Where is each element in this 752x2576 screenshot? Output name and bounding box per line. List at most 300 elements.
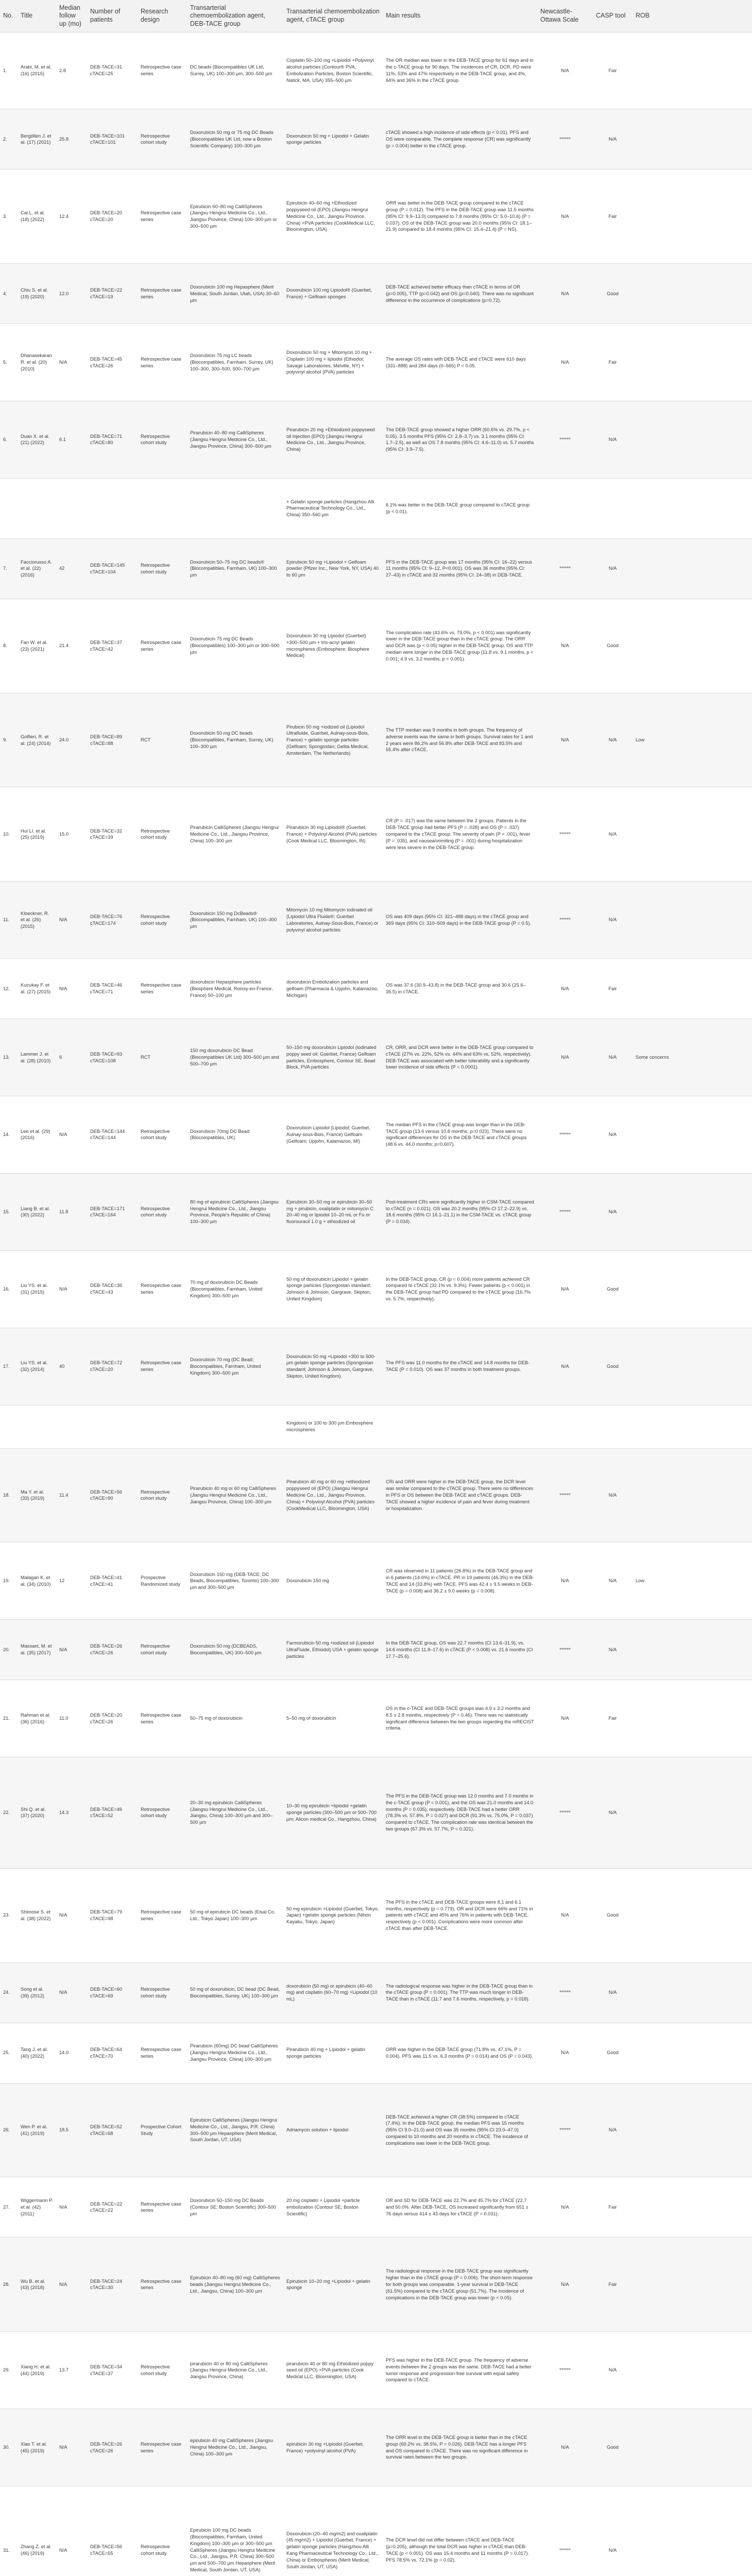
cell-follow-up: N/A: [59, 917, 67, 923]
cell-nos: ******: [559, 2127, 571, 2133]
cell-design: Retrospective cohort study: [141, 433, 170, 446]
cell-deb-tace: Doxorubicin 50 mg (DCBEADS, Biocompatibles, UK) 300–500 µm: [190, 1643, 262, 1656]
table-row: [0, 2083, 752, 2177]
cell-patients: DEB-TACE=36 cTACE=43: [90, 1283, 123, 1295]
cell-deb-tace: Doxorubicin 50–150 mg DC Beads (Contour SE; Boston Scientific) 300–500 µm: [190, 2198, 276, 2216]
cell-rob: [633, 1680, 752, 1757]
cell-rob: [633, 1757, 752, 1869]
cell-nos: ******: [559, 1810, 571, 1816]
header-design: Research design: [138, 0, 187, 32]
cell-patients: DEB-TACE=31 cTACE=25: [90, 64, 123, 76]
cell-title: Wen P. et al. (41) (2019): [21, 2124, 47, 2136]
cell-rob: [633, 1405, 752, 1448]
cell-casp: N/A: [608, 1578, 617, 1584]
cell-casp: Fair: [608, 1716, 617, 1721]
cell-nos: ******: [559, 2547, 571, 2553]
cell-design: Retrospective case series: [141, 2278, 182, 2291]
header-row: [0, 0, 752, 32]
cell-results: The PFS in the DEB-TACE group was 12.0 months and 7.0 months in the c-TACE group (P = 0.001), and the OS was 21.0 months and 14.0 months (P = 0.035), respectively. DEB-TACE had a better ORR (78.3% vs. 57.8%, P = 0.027) and DCR (91.3% vs. 75.0%, P = 0.037) compared to cTACE. The complication rate was identical between the two groups (67.3% vs. 57.7%, P = 0.321).: [386, 1793, 534, 1832]
cell-ctace: 10–30 mg epirubicin +lipiodol +gelatin sponge particles (300–500 µm or 500–700 µm; Alicon medical Co., Hangzhou, China): [286, 1803, 377, 1822]
cell-no: 22.: [3, 1810, 10, 1816]
cell-casp: N/A: [608, 737, 617, 743]
cell-patients: DEB-TACE=41 cTACE=41: [90, 1575, 123, 1587]
cell-design: Retrospective case series: [141, 982, 182, 995]
cell-rob: [633, 2332, 752, 2409]
table-row: [0, 1405, 752, 1448]
cell-no: 30.: [3, 2445, 10, 2450]
cell-follow-up: 2.8: [59, 67, 66, 73]
table-row: [0, 959, 752, 1019]
table-row: [0, 2332, 752, 2409]
cell-design: Retrospective cohort study: [141, 133, 170, 145]
cell-ctace: Mitomycin 10 mg Mitomycin iodinated oil (Lipiodol Ultra Fluide®; Guerbet Laboratories, Aulnay-Sous-Bois, France) or polyvinyl alcohol particles: [286, 907, 379, 933]
cell-results: PFS in the DEB-TACE group was 17 months (95% CI: 16–22) versus 11 months (95% CI: 9–12, P<0.001). OS was 36 months (95% CI: 27–43) in cTACE and 32 months (95% CI: 24–38) in DEB-TACE.: [386, 559, 533, 578]
cell-design: Retrospective cohort study: [141, 1806, 170, 1819]
cell-nos: ******: [559, 1990, 571, 1995]
cell-title: Kloeckner, R. et al. (26) (2015): [21, 910, 49, 929]
cell-results: DEB-TACE achieved better efficacy than cTACE in terms of OR (p=0.005), TTP (p=0.042) and OS (p=0.040). There was no significant difference in the occurrence of complications (p=0.72).: [386, 284, 534, 303]
cell-design: [138, 1405, 187, 1448]
cell-no: 2.: [3, 136, 7, 142]
cell-follow-up: 14.3: [59, 1810, 69, 1816]
cell-patients: DEB-TACE=144 cTACE=144: [90, 1128, 125, 1141]
cell-design: Retrospective case series: [141, 1360, 182, 1372]
cell-title: [18, 1405, 56, 1448]
cell-title: Fan W. et al. (23) (2021): [21, 639, 48, 652]
cell-nos: [537, 478, 593, 538]
cell-results: The average OS rates with DEB-TACE and cTACE were 610 days (331–888) and 284 days (0–565) P < 0.05.: [386, 356, 526, 368]
cell-casp: N/A: [608, 1132, 617, 1138]
cell-deb-tace: Epirubicin CalliSpheres (Jiangsu Hengrui Medicine Co., Ltd., Jiangsu, P.R. China) 300–500 µm Hepasphere (Merit Medical, South Jordan, UT, USA): [190, 2117, 277, 2143]
cell-title: Liang B. et al. (30) (2022): [21, 1206, 50, 1218]
cell-design: Retrospective cohort study: [141, 1489, 170, 1501]
cell-patients: DEB-TACE=34 cTACE=37: [90, 2364, 123, 2376]
cell-patients: DEB-TACE=60 cTACE=69: [90, 1986, 123, 1998]
cell-ctace: Doxorubicin (20–40 mg/m2) and oxaliplatin (45 mg/m2) + Lipiodol (Guerbet, France) + gelatin sponge particles (Hangzhou Alli Kang Pharmaceutical Technology Co., Ltd., China) or Embospheres (Merit Medical, South Jordan, UT, USA): [286, 2531, 379, 2569]
cell-patients: DEB-TACE=52 cTACE=68: [90, 2124, 123, 2136]
header-no: No.: [0, 0, 18, 32]
cell-results: OS in the c-TACE and DEB-TACE groups was 4.9 ± 3.2 months and 8.5 ± 2.8 months, respectively (P = 0.46). There was no statistically significant difference between the two groups regarding the mRECIST criteria.: [386, 1706, 534, 1731]
cell-ctace: Adriamycin solution + lipiodol: [286, 2127, 349, 2133]
cell-casp: N/A: [608, 1209, 617, 1214]
cell-no: 23.: [3, 1912, 10, 1918]
cell-ctace: Pirubicin 50 mg +iodized oil (Lipiodol Ultrafluide, Guerbet, Aulnay-sous-Bois, France) + gelatin sponge particles (Gelfoam; Spongostan; Gelita Medical, Amsterdam, The Netherlands): [286, 724, 369, 756]
cell-title: Lee et al. (29) (2016): [21, 1128, 50, 1141]
cell-no: 27.: [3, 2205, 10, 2210]
cell-design: Retrospective cohort study: [141, 562, 170, 574]
cell-rob: [633, 2409, 752, 2486]
table-row: [0, 170, 752, 264]
cell-casp: Fair: [608, 360, 617, 365]
cell-ctace: + Gelatin sponge particles (Hangzhou Alli Pharmaceutical Technology Co., Ltd., China) 350–560 µm: [286, 499, 374, 518]
cell-deb-tace: Pirarubicin 40 mg or 60 mg CalliSpheres (Jiangsu Hengrui Medicine Co., Ltd., Jiangsu Province, China) 100–300 µm: [190, 1486, 276, 1504]
cell-results: The PFS in the cTACE and DEB-TACE groups were 8.1 and 6.1 months, respectively (p = 0.779). OR and DCR were 66% and 71% in patients with cTACE and 45% and 76% in patients with DEB-TACE, respectively (p < 0.001). Complications were more common after cTACE than after DEB-TACE.: [386, 1899, 533, 1931]
cell-rob: [633, 2486, 752, 2576]
cell-follow-up: 25.8: [59, 136, 69, 142]
cell-follow-up: 11.0: [59, 1716, 69, 1721]
table-row: [0, 1868, 752, 1962]
cell-patients: DEB-TACE=56 cTACE=90: [90, 1489, 123, 1501]
cell-results: The complication rate (43.6% vs. 79.0%, p < 0.001) was significantly lower in the DEB-TACE group than in the cTACE group. The ORR and DCR was (p < 0.05) higher in the DEB-TACE group. OS and TTP median were longer in the DEB-TACE group (11.8 vs. 9.1 months, p < 0.001; 4.9 vs. 3.2 months, p < 0.001).: [386, 630, 534, 662]
cell-casp: [593, 1405, 633, 1448]
cell-rob: [633, 2083, 752, 2177]
table-header: [0, 0, 752, 32]
cell-rob: [633, 109, 752, 170]
cell-nos: ******: [559, 831, 571, 837]
cell-title: Bergöllen J. et al. (17) (2021): [21, 133, 52, 145]
cell-nos: N/A: [561, 2050, 569, 2056]
cell-casp: N/A: [608, 917, 617, 923]
cell-deb-tace: Pirarubicin 40–80 mg CalliSpheres (Jiangsu Hengrui Medicine Co., Ltd., Jiangsu Province, China) 300–500 µm: [190, 430, 271, 449]
cell-patients: DEB-TACE=79 cTACE=98: [90, 1909, 123, 1921]
cell-design: Retrospective cohort study: [141, 913, 170, 926]
cell-rob: [633, 1096, 752, 1174]
cell-casp: [593, 478, 633, 538]
cell-follow-up: N/A: [59, 1132, 67, 1138]
cell-follow-up: N/A: [59, 2547, 67, 2553]
cell-ctace: Doxorubicin Lipiodol (Lipiodol; Guerbet, Aulnay-sous-Bois, France) Gelfoam (Gelfoam; Upjohn, Kalamazoo, MI): [286, 1125, 370, 1144]
cell-rob: [633, 478, 752, 538]
cell-title: Massani, M. et al. (35) (2017): [21, 1643, 52, 1656]
cell-follow-up: 13.7: [59, 2367, 69, 2373]
cell-results: ORR was higher in the DEB-TACE group (71.8% vs. 47.1%, P = 0.004). PFS was 11.5 vs. 6.3 months (P = 0.014) and OS (P = 0.043).: [386, 2046, 533, 2059]
cell-title: Hui LI. et al. (25) (2019): [21, 828, 46, 840]
table-row: [0, 1019, 752, 1096]
cell-rob: [633, 787, 752, 882]
cell-casp: N/A: [608, 1990, 617, 1995]
cell-no: [0, 478, 18, 538]
cell-follow-up: 6: [59, 1055, 62, 1060]
cell-follow-up: 12.4: [59, 213, 69, 219]
cell-rob: [633, 959, 752, 1019]
cell-title: Song et al. (39) (2012): [21, 1986, 44, 1998]
cell-design: [138, 478, 187, 538]
cell-design: Retrospective cohort study: [141, 1206, 170, 1218]
cell-design: Prospective Randomized study: [141, 1575, 180, 1587]
cell-casp: N/A: [608, 1055, 617, 1060]
cell-patients: [87, 1405, 138, 1448]
cell-title: Zhang Z. et al. (46) (2019): [21, 2544, 52, 2556]
cell-rob: [633, 2177, 752, 2238]
cell-results: The radiological response was higher in the DEB-TACE group than in the cTACE group (P = 0.001). The TTP was much longer in DEB-TACE than in cTACE (11.7 and 7.6 months, respectively, p = 0.018).: [386, 1983, 533, 2002]
cell-title: Xiang H. et al. (44) (2019): [21, 2364, 51, 2376]
table-row: [0, 1328, 752, 1405]
cell-design: Retrospective cohort study: [141, 2544, 170, 2556]
cell-deb-tace: Doxorubicin 150 mg (DEB-TACE; DC Beads, Biocompatibles, Toronto) 100–300 µm and 300–500 µm: [190, 1571, 279, 1590]
table-row: [0, 2023, 752, 2083]
cell-patients: DEB-TACE=26 cTACE=26: [90, 1643, 123, 1656]
header-results: Main results: [383, 0, 537, 32]
cell-ctace: Epirubicin 50 mg +Lipiodol + Gelfoam powder (Pfizer Inc., New York, NY, USA) 40 to 60 µm: [286, 559, 379, 578]
cell-results: cTACE showed a high incidence of side effects (p < 0.01). PFS and OS were comparable. The complete response (CR) was significantly (p = 0.004) better in the cTACE group.: [386, 130, 531, 148]
cell-follow-up: 11.8: [59, 1209, 69, 1214]
cell-casp: N/A: [608, 437, 617, 443]
cell-casp: Fair: [608, 67, 617, 73]
cell-nos: N/A: [561, 2445, 569, 2450]
cell-patients: DEB-TACE=101 cTACE=101: [90, 133, 125, 145]
cell-patients: DEB-TACE=32 cTACE=39: [90, 828, 123, 840]
cell-design: Retrospective cohort study: [141, 1643, 170, 1656]
cell-nos: [537, 1405, 593, 1448]
cell-nos: ******: [559, 136, 571, 142]
cell-patients: DEB-TACE=64 cTACE=70: [90, 2046, 123, 2059]
cell-results: CRi and ORR were higher in the DEB-TACE group, the DCR level was similar compared to the cTACE group. There were no differences in PFS or OS between the DEB-TACE and cTACE groups. DEB-TACE showed a higher incidence of pain and fever during treatment or hospitalization.: [386, 1479, 534, 1511]
cell-design: Retrospective case series: [141, 64, 182, 76]
cell-patients: DEB-TACE=71 cTACE=80: [90, 433, 123, 446]
cell-design: Retrospective case series: [141, 2046, 182, 2059]
cell-nos: N/A: [561, 1716, 569, 1721]
cell-no: 29.: [3, 2367, 10, 2373]
cell-nos: N/A: [561, 2205, 569, 2210]
cell-design: Retrospective case series: [141, 2441, 182, 2453]
cell-nos: ******: [559, 1493, 571, 1498]
cell-ctace: Pirarubicin 40 mg or 60 mg +ethiodized poppyseed oil (EPO) (Jiangsu Hengrui Medicine Co., Ltd., Jiangsu Province, China) + Polyvinyl Alcohol (PVA) particles (CookMedical LLC, Bloomington, USA): [286, 1479, 375, 1511]
table-row: [0, 401, 752, 478]
cell-results: The PFS was 11.0 months for the cTACE and 14.8 months for DEB-TACE (P = 0.010). OS was 37 months in both treatment groups.: [386, 1360, 530, 1372]
cell-ctace: Pirarubicin 30 mg Lipiodol® (Guerbet, France) + Polyvinyl Alcohol (PVA) particles (Cook Medical LLC, Bloomington, IN): [286, 825, 377, 843]
cell-patients: DEB-TACE=93 cTACE=108: [90, 1051, 123, 1063]
cell-rob: [633, 599, 752, 693]
cell-title: Shimose S. et al. (38) (2022): [21, 1909, 51, 1921]
cell-follow-up: N/A: [59, 360, 67, 365]
cell-nos: N/A: [561, 737, 569, 743]
cell-results: OR and SD for DEB-TACE was 22.7% and 45.7% for cTACE (22.7 and 50.0%. After DEB-TACE, OS increased significantly from 651 ± 76 days versus 414 ± 43 days for cTACE (P = 0.031).: [386, 2198, 528, 2216]
cell-deb-tace: Doxorubicin 150 mg DcBeads® (Biocompatibles, Farnham, UK) 100–300 µm: [190, 910, 277, 929]
cell-title: Lammer J. et al. (28) (2010): [21, 1051, 51, 1063]
table-row: [0, 2177, 752, 2238]
table-row: [0, 882, 752, 959]
cell-nos: N/A: [561, 360, 569, 365]
header-nos: Newcastle-Ottawa Scale: [537, 0, 593, 32]
cell-casp: Good: [607, 1912, 619, 1918]
cell-follow-up: N/A: [59, 2281, 67, 2287]
cell-design: Retrospective case series: [141, 639, 182, 652]
cell-nos: N/A: [561, 213, 569, 219]
cell-title: Chiu S. et al. (19) (2020): [21, 287, 48, 300]
cell-follow-up: N/A: [59, 2445, 67, 2450]
cell-results: DEB-TACE achieved a higher CR (38.5%) compared to cTACE (7.4%). In the DEB-TACE group, the median PFS was 15 months (95% CI 9.0–21.0) and OS was 35 months (95% CI 23.0–47.0) compared to 10 months and 20 months in cTACE. The incidence of complications was lower in the DEB-TACE group.: [386, 2114, 528, 2146]
cell-follow-up: N/A: [59, 1990, 67, 1995]
table-row: [0, 2238, 752, 2332]
cell-ctace: Doxorubicin 50 mg +Lipiodol +300 to 500-µm gelatin sponge particles (Spongostan standard; Johnson & Johnson, Gargrave, Skipton, United Kingdom): [286, 1353, 375, 1379]
cell-deb-tace: [187, 478, 283, 538]
cell-rob: [633, 1448, 752, 1543]
cell-title: [18, 478, 56, 538]
cell-no: 9.: [3, 737, 7, 743]
cell-no: 5.: [3, 360, 7, 365]
cell-casp: Good: [607, 1286, 619, 1292]
cell-casp: N/A: [608, 2367, 617, 2373]
cell-design: Retrospective case series: [141, 2201, 182, 2213]
table-row: [0, 264, 752, 324]
cell-rob: Some concerns: [636, 1055, 669, 1060]
cell-design: Retrospective case series: [141, 1712, 182, 1724]
table-row: [0, 1757, 752, 1869]
cell-deb-tace: 50 mg of doxorubicin, DC bead (DC Bead, Biocompatibles, Surrey, UK) 100–300 µm: [190, 1986, 280, 1998]
table-row: [0, 109, 752, 170]
cell-casp: Good: [607, 2445, 619, 2450]
cell-rob: [633, 264, 752, 324]
cell-title: Liu YS. et al. (32) (2014): [21, 1360, 48, 1372]
cell-title: Wu B. et al. (43) (2018): [21, 2278, 45, 2291]
cell-ctace: Cisplatin 50–100 mg +Lipiodol +Polyvinyl alcohol particles (Contour® PVA, Embolization Particles, Boston Scientific, Natick, MA, USA) 355–500 µm: [286, 58, 374, 83]
cell-title: Liu YS. et al. (31) (2015): [21, 1283, 48, 1295]
cell-nos: N/A: [561, 1286, 569, 1292]
cell-rob: [633, 324, 752, 401]
cell-casp: Good: [607, 291, 619, 296]
cell-deb-tace: 20–30 mg epirubicin CalliSpheres (Jiangsu Hengrui Medicine Co., Ltd., Jiangsu, China) 100–300 µm and 300–500 µm: [190, 1800, 273, 1825]
cell-title: Kucukay F. et al. (27) (2015): [21, 982, 51, 995]
cell-follow-up: 18.5: [59, 2127, 69, 2133]
cell-patients: DEB-TACE=20 cTACE=20: [90, 210, 123, 223]
cell-nos: N/A: [561, 1055, 569, 1060]
cell-results: PFS was higher in the DEB-TACE group. The frequency of adverse events between the 2 groups was the same. DEB-TACE had a better tumor response and progression-free survival with equal safety compared to cTACE.: [386, 2358, 532, 2383]
cell-no: 24.: [3, 1990, 10, 1995]
cell-follow-up: 11.4: [59, 1493, 69, 1498]
cell-deb-tace: Doxorubicin 70mg DC Bead (Biocompatibles, UK): [190, 1128, 250, 1141]
cell-no: 20.: [3, 1647, 10, 1652]
cell-no: 12.: [3, 986, 10, 991]
table-row: [0, 324, 752, 401]
cell-casp: Fair: [608, 213, 617, 219]
cell-patients: [87, 478, 138, 538]
cell-results: OS was 37.6 (30.9–43.8) in the DEB-TACE group and 30.6 (25.6–35.5) in cTACE.: [386, 982, 526, 995]
cell-deb-tace: Doxorubicin 50 mg DC beads (Biocompatibles, Farnham, Surrey, UK) 100–300 µm: [190, 731, 274, 749]
cell-ctace: doxorubicin (50 mg) or epirubicin (40–60 mg) and cisplatin (60–70 mg) +Lipiodol (10 mL): [286, 1983, 378, 2002]
cell-rob: [633, 1250, 752, 1328]
table-row: [0, 787, 752, 882]
cell-title: Duan X. et al. (21) (2022): [21, 433, 50, 446]
cell-ctace: Epirubicin 10–20 mg +Lipiodol + gelatin sponge: [286, 2278, 370, 2291]
cell-rob: [633, 1868, 752, 1962]
table-row: [0, 2486, 752, 2576]
cell-follow-up: 15.0: [59, 831, 69, 837]
cell-nos: ******: [559, 917, 571, 923]
cell-results: The DCR level did not differ between cTACE and DEB-TACE (p=0.205), although the total DCR was higher in cTACE than DEB-TACE (p < 0.001). OS was 15.4 months and 11 months (P = 0.017). PFS 78.5% vs. 72.1% (p = 0.02).: [386, 2537, 529, 2563]
cell-patients: DEB-TACE=24 cTACE=30: [90, 2278, 123, 2291]
cell-patients: DEB-TACE=46 cTACE=52: [90, 1806, 123, 1819]
cell-rob: [633, 2238, 752, 2332]
table-row: [0, 599, 752, 693]
cell-casp: Good: [607, 2050, 619, 2056]
cell-ctace: 50 mg epirubicin +Lipiodol (Guerbet, Tokyo, Japan) +gelatin sponge particles (Nihon Kayaku, Tokyo, Japan): [286, 1906, 379, 1925]
header-follow-up: Median follow up (mo): [56, 0, 87, 32]
cell-results: CR, ORR, and DCR were better in the DEB-TACE group compared to cTACE (27% vs. 22%, 52% vs. 44% and 63% vs. 52%, respectively). DEB-TACE was associated with better tolerability and a significantly lower incidence of side effects (P = 0.0001).: [386, 1044, 534, 1070]
cell-design: RCT: [141, 737, 151, 743]
cell-deb-tace: Doxorubicin 50 mg or 75 mg DC Beads (Biocompatibles UK Ltd, now a Boston Scientific Company) 100–300 µm: [190, 130, 274, 148]
cell-casp: Good: [607, 643, 619, 649]
cell-title: Cai L. et al. (18) (2022): [21, 210, 45, 223]
cell-rob: [633, 538, 752, 599]
cell-follow-up: 42: [59, 566, 65, 571]
table-row: [0, 1173, 752, 1250]
cell-casp: N/A: [608, 1810, 617, 1816]
table-row: [0, 1680, 752, 1757]
cell-deb-tace: 70 mg of doxorubicin DC Beads (Biocompatibles, Farnham, United Kingdom) 300–500 µm: [190, 1280, 263, 1298]
cell-follow-up: N/A: [59, 986, 67, 991]
cell-follow-up: 24.0: [59, 737, 69, 743]
cell-no: 10.: [3, 831, 10, 837]
cell-nos: N/A: [561, 67, 569, 73]
table-row: [0, 1096, 752, 1174]
cell-follow-up: [56, 1405, 87, 1448]
cell-design: Retrospective case series: [141, 1909, 182, 1921]
cell-ctace: doxorubicin Embolization particles and gelfoam (Pharmacia & Upjohn, Kalamazoo, Michigan): [286, 979, 379, 998]
cell-ctace: Pirarubicin 40 mg + Lipiodol + gelatin sponge particles: [286, 2046, 365, 2059]
cell-no: 8.: [3, 643, 7, 649]
cell-follow-up: 14.0: [59, 2050, 69, 2056]
cell-deb-tace: Doxorubicin 75 mg DC Beads (Biocompatibles) 100–300 µm or 300–500 µm: [190, 636, 280, 655]
cell-deb-tace: 150 mg doxorubicin DC Bead (Biocompatibles UK Ltd) 300–500 µm and 500–700 µm: [190, 1048, 279, 1066]
cell-no: 31.: [3, 2547, 10, 2553]
cell-no: 25.: [3, 2050, 10, 2056]
cell-results: 6.1% was better in the DEB-TACE group compared to cTACE group (p < 0.01).: [386, 502, 530, 514]
cell-rob: Low: [636, 1578, 645, 1584]
cell-design: Retrospective cohort study: [141, 828, 170, 840]
cell-nos: ******: [559, 2367, 571, 2373]
cell-nos: N/A: [561, 291, 569, 296]
cell-design: Retrospective case series: [141, 1283, 182, 1295]
cell-patients: DEB-TACE=76 cTACE=174: [90, 913, 123, 926]
cell-design: Retrospective case series: [141, 287, 182, 300]
cell-deb-tace: Epirubicin 60–80 mg CalliSpheres (Jiangsu Hengrui Medicine Co., Ltd., Jiangsu Province, China) 100–300 µm or 300–500 µm: [190, 204, 277, 229]
cell-casp: N/A: [608, 136, 617, 142]
cell-deb-tace: doxorubicin Hepasphere particles (Biosphere Medical, Roissy-en-France, France) 50–100 µm: [190, 979, 273, 998]
cell-casp: N/A: [608, 566, 617, 571]
table-row: [0, 693, 752, 787]
cell-casp: Fair: [608, 2205, 617, 2210]
cell-no: 18.: [3, 1493, 10, 1498]
cell-rob: [633, 1962, 752, 2023]
cell-follow-up: 12.0: [59, 291, 69, 296]
table-row: [0, 2409, 752, 2486]
cell-deb-tace: Epirubicin 40–80 mg (60 mg) CalliSpheres beads (Jiangsu Hengrui Medicine Co., Ltd., Jiangsu, China) 100–300 µm: [190, 2275, 280, 2294]
cell-nos: ******: [559, 437, 571, 443]
cell-results: The OR median was lower in the DEB-TACE group for 61 days and in the c-TACE group for 90 days. The incidences of CR, DCR, PD were 11%, 53% and 47% respectively in the DEB-TACE group, and 4%, 64% and 36% in the cTACE group.: [386, 58, 534, 83]
cell-title: Xiao T. et al. (45) (2019): [21, 2441, 47, 2453]
header-casp: CASP tool: [593, 0, 633, 32]
cell-patients: DEB-TACE=22 cTACE=22: [90, 2201, 123, 2213]
cell-rob: [633, 1173, 752, 1250]
cell-rob: [633, 2023, 752, 2083]
cell-deb-tace: Doxorubicin 70 mg (DC Bead; Biocompatibles, Farnham, United Kingdom) 300–500 µm: [190, 1357, 261, 1376]
cell-ctace: 20 mg cisplatin + Lipiodol +particle embolization (Contour SE; Boston Scientific): [286, 2198, 360, 2216]
table-row: [0, 1448, 752, 1543]
cell-ctace: Doxorubicin 50 mg + Lipiodol + Gelatin sponge particles: [286, 133, 369, 145]
cell-nos: N/A: [561, 2281, 569, 2287]
cell-casp: N/A: [608, 831, 617, 837]
cell-patients: DEB-TACE=56 cTACE=55: [90, 2544, 123, 2556]
cell-no: 28.: [3, 2281, 10, 2287]
cell-no: 3.: [3, 213, 7, 219]
cell-no: 7.: [3, 566, 7, 571]
cell-no: 17.: [3, 1363, 10, 1369]
cell-nos: ******: [559, 1209, 571, 1214]
cell-patients: DEB-TACE=45 cTACE=26: [90, 356, 123, 368]
cell-no: 19.: [3, 1578, 10, 1584]
cell-rob: [633, 401, 752, 478]
cell-no: 11.: [3, 917, 10, 923]
cell-rob: [633, 1620, 752, 1680]
cell-ctace: Doxorubicin 150 mg: [286, 1578, 329, 1584]
cell-patients: DEB-TACE=22 cTACE=19: [90, 287, 123, 300]
cell-ctace: Doxorubicin 30 mg Lipiodol (Guerbet) +300–500 µm + tris-acryl gelatin microspheres (Embosphere; Biosphere Medical): [286, 633, 370, 658]
cell-ctace: Epirubicin 40–60 mg +Ethiodized poppyseed oil (EPO) (Jiangsu Hengrui Medicine Co., Ltd., Jiangsu Province, China) +PVA particles (CookMedical LLC, Bloomington, USA): [286, 200, 375, 232]
cell-nos: ******: [559, 566, 571, 571]
cell-results: CR (P = .017) was the same between the 2 groups. Patients in the DEB-TACE group had better PFS (P = .028) and OS (P = .037) compared to the cTACE group. The severity of pain (P < .001), fever (P = .035), and nausea/vomiting (P = .001) during hospitalization were less severe in the DEB-TACE group.: [386, 818, 531, 850]
cell-deb-tace: epirubicin 40 mg CalliSpheres (Jiangsu Hengrui Medicine Co., Ltd., Jiangsu, China) 100–300 µm: [190, 2438, 274, 2456]
cell-title: Arabi, M. et al. (16) (2015): [21, 64, 52, 76]
